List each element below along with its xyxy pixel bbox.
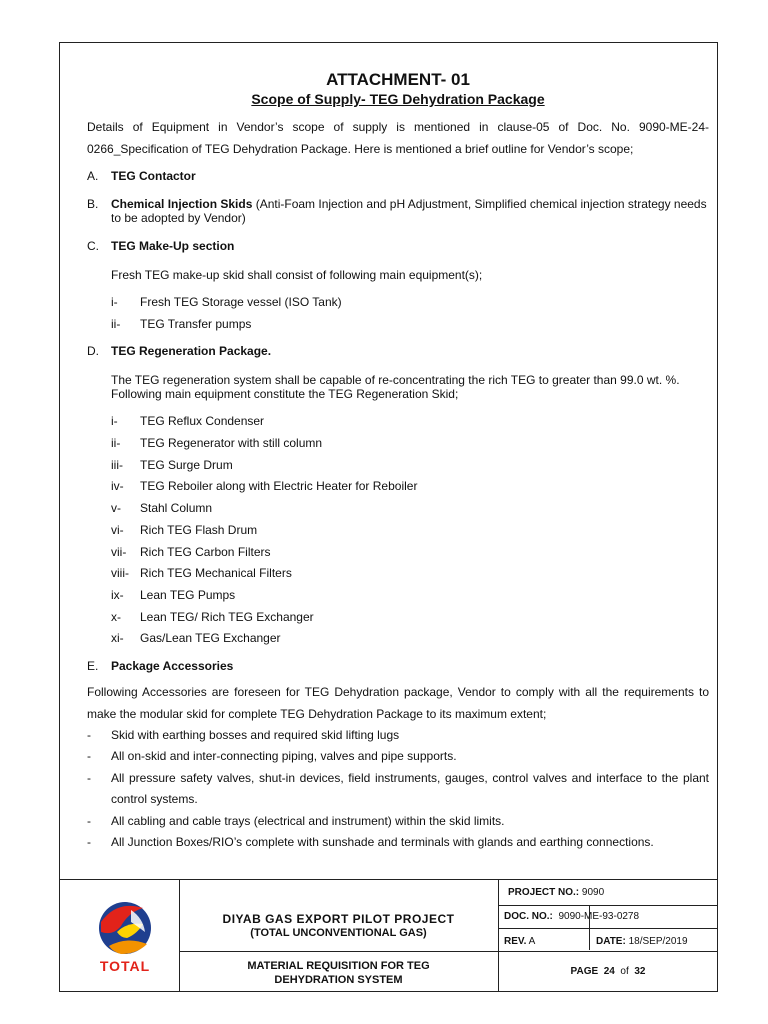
accessories-list [87, 725, 709, 854]
section-e-paragraph: Following Accessories are foreseen for TEG Dehydration package, Vendor to comply with all the requirements to make the modular skid for complete TEG Dehydration Package to its maximum extent; [87, 684, 709, 721]
list-item-number: iii- [111, 457, 123, 472]
bullet-item [87, 811, 709, 833]
list-item [111, 631, 709, 653]
list-item-text: TEG Reboiler along with Electric Heater for Reboiler [140, 479, 418, 494]
section-e [87, 659, 709, 673]
section-letter: D. [87, 344, 99, 359]
title-block [59, 879, 718, 992]
list-item [111, 610, 709, 632]
attachment-title: ATTACHMENT- 01 [326, 70, 470, 89]
section-d-list [87, 414, 709, 653]
list-item [111, 436, 709, 458]
bullet-item [87, 725, 709, 747]
list-item-number: ix- [111, 587, 124, 602]
list-item-text: Stahl Column [140, 501, 213, 516]
section-letter: E. [87, 658, 99, 673]
bullet-text: Skid with earthing bosses and required skid lifting lugs [111, 727, 400, 742]
attachment-subtitle: Scope of Supply- TEG Dehydration Package [251, 91, 545, 107]
doc-no-value: 9090-ME-93-0278 [558, 911, 640, 922]
section-c [87, 239, 709, 253]
list-item-number: ii- [111, 316, 121, 331]
section-a [87, 169, 709, 183]
list-item-text: TEG Surge Drum [140, 457, 233, 472]
section-b-text [111, 197, 709, 225]
page-value: 24 [603, 966, 615, 977]
list-item [111, 566, 709, 588]
list-item-number: vii- [111, 544, 127, 559]
bullet-dash: - [87, 813, 91, 828]
bullet-text: All Junction Boxes/RIO’s complete with sunshade and terminals with glands and earthing connections. [111, 835, 654, 850]
section-letter: B. [87, 197, 99, 211]
divider [498, 951, 718, 952]
document-body [87, 70, 709, 854]
rev-label: REV. [504, 936, 527, 947]
section-heading: TEG Contactor [111, 169, 196, 183]
list-item-text: Rich TEG Flash Drum [140, 522, 258, 537]
section-heading: Package Accessories [111, 658, 234, 673]
section-c-paragraph: Fresh TEG make-up skid shall consist of following main equipment(s); [111, 268, 483, 282]
doc-no-label: DOC. NO.: [504, 911, 553, 922]
list-item-text: Rich TEG Carbon Filters [140, 544, 271, 559]
bullet-dash: - [87, 749, 91, 764]
section-c-list [87, 295, 709, 338]
bullet-text: All pressure safety valves, shut-in devices, field instruments, gauges, control valves and interface to the plant control systems. [111, 770, 709, 807]
list-item-number: viii- [111, 566, 129, 581]
list-item-number: i- [111, 414, 118, 429]
list-item-text: Fresh TEG Storage vessel (ISO Tank) [140, 295, 342, 309]
list-item-text: Lean TEG/ Rich TEG Exchanger [140, 609, 314, 624]
date-value: 18/SEP/2019 [628, 936, 688, 947]
list-item-text: Lean TEG Pumps [140, 587, 236, 602]
section-d-paragraph: The TEG regeneration system shall be capable of re-concentrating the rich TEG to greater than 99.0 wt. %. Following main equipment constitute the TEG Regeneration Skid; [111, 373, 680, 402]
divider [179, 951, 498, 952]
section-heading: TEG Regeneration Package. [111, 344, 272, 359]
list-item [111, 501, 709, 523]
list-item-number: i- [111, 295, 118, 309]
list-item-text: TEG Transfer pumps [140, 316, 252, 331]
revision [504, 936, 535, 947]
section-d [87, 344, 709, 358]
intro-paragraph: Details of Equipment in Vendor’s scope of supply is mentioned in clause-05 of Doc. No. 9090-ME-24-0266_Specification of TEG Dehydration Package. Here is mentioned a brief outline for Vendor’s scope; [87, 120, 709, 156]
bullet-dash: - [87, 770, 91, 785]
divider [498, 928, 718, 929]
section-b-description: (Anti-Foam Injection and pH Adjustment, Simplified chemical injection strategy needs to be adopted by Vendor) [111, 197, 707, 225]
doc-title-line-1: MATERIAL REQUISITION FOR TEG [247, 960, 430, 972]
page-number [498, 966, 718, 977]
list-item [111, 523, 709, 545]
rev-value: A [528, 936, 536, 947]
section-heading: TEG Make-Up section [111, 239, 235, 253]
list-item-text: Gas/Lean TEG Exchanger [140, 631, 281, 646]
list-item [111, 414, 709, 436]
doc-no [504, 911, 639, 922]
bullet-text: All on-skid and inter-connecting piping, valves and pipe supports. [111, 749, 457, 764]
total-pages: 32 [634, 966, 646, 977]
list-item-number: xi- [111, 631, 124, 646]
divider [498, 905, 718, 906]
list-item [111, 479, 709, 501]
bullet-text: All cabling and cable trays (electrical and instrument) within the skid limits. [111, 813, 505, 828]
of-label: of [620, 966, 629, 977]
list-item-text: TEG Reflux Condenser [140, 414, 265, 429]
list-item-text: Rich TEG Mechanical Filters [140, 566, 292, 581]
list-item [111, 295, 709, 317]
section-b [87, 197, 709, 225]
page-label: PAGE [570, 966, 599, 977]
project-no-value: 9090 [581, 887, 605, 898]
section-letter: C. [87, 239, 99, 253]
bullet-item [87, 746, 709, 768]
project-no [508, 887, 604, 898]
list-item [111, 317, 709, 339]
list-item-text: TEG Regenerator with still column [140, 436, 323, 451]
list-item [111, 588, 709, 610]
doc-title-line-2: DEHYDRATION SYSTEM [274, 974, 403, 986]
list-item-number: v- [111, 501, 121, 516]
project-subtitle: (TOTAL UNCONVENTIONAL GAS) [250, 927, 427, 939]
bullet-item [87, 832, 709, 854]
project-no-label: PROJECT NO.: [508, 887, 580, 898]
list-item-number: ii- [111, 436, 121, 451]
total-logo [87, 892, 163, 982]
list-item-number: iv- [111, 479, 124, 494]
list-item [111, 458, 709, 480]
bullet-item [87, 768, 709, 811]
list-item-number: vi- [111, 522, 124, 537]
project-name: DIYAB GAS EXPORT PILOT PROJECT [222, 912, 455, 926]
list-item [111, 545, 709, 567]
bullet-dash: - [87, 727, 91, 742]
section-letter: A. [87, 169, 99, 183]
bullet-dash: - [87, 835, 91, 850]
logo-wordmark: TOTAL [99, 958, 151, 974]
section-heading: Chemical Injection Skids [111, 197, 253, 211]
list-item-number: x- [111, 609, 121, 624]
date-label: DATE: [596, 936, 626, 947]
date [596, 936, 688, 947]
